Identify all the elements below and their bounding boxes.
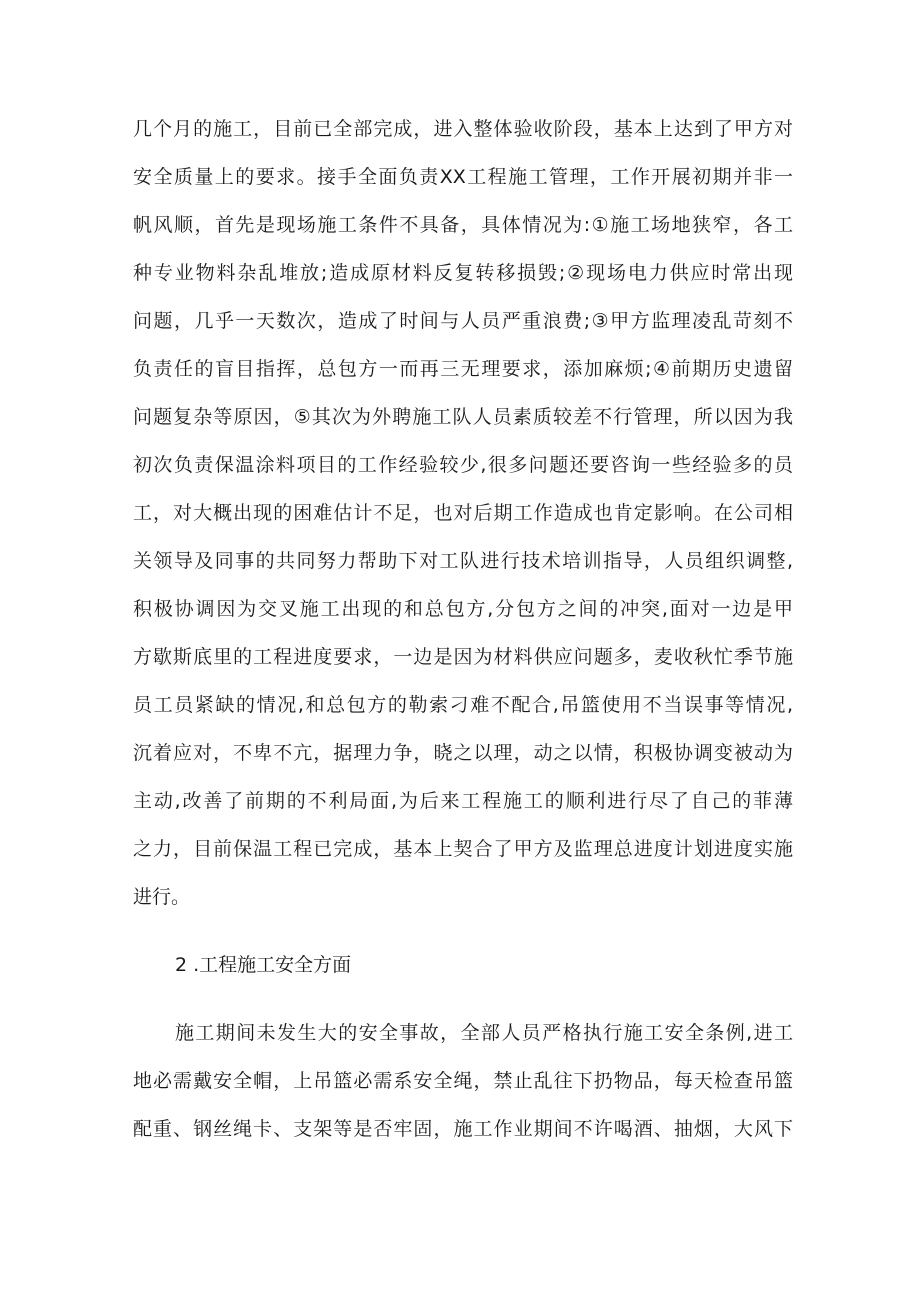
paragraph2-line-2: 地必需戴安全帽，上吊篮必需系安全绳，禁止乱往下扔物品，每天检查吊篮 [133, 1070, 793, 1092]
paragraph1-line-16: 之力，目前保温工程已完成，基本上契合了甲方及监理总进度计划进度实施 [133, 838, 793, 860]
paragraph1-line-5: 问题，几乎一天数次，造成了时间与人员严重浪费;③甲方监理凌乱苛刻不 [133, 310, 793, 332]
paragraph1-line-3: 帆风顺，首先是现场施工条件不具备，具体情况为:①施工场地狭窄，各工 [133, 214, 793, 236]
paragraph1-line-6: 负责任的盲目指挥，总包方一而再三无理要求，添加麻烦;④前期历史遗留 [133, 358, 793, 380]
paragraph1-line-9: 工，对大概出现的困难估计不足，也对后期工作造成也肯定影响。在公司相 [133, 502, 793, 524]
paragraph1-line-7: 问题复杂等原因，⑤其次为外聘施工队人员素质较差不行管理，所以因为我 [133, 406, 793, 428]
paragraph1-line-13: 员工员紧缺的情况,和总包方的勒索刁难不配合,吊篮使用不当误事等情况, [133, 694, 793, 716]
paragraph1-line-2: 安全质量上的要求。接手全面负责XX工程施工管理，工作开展初期并非一 [133, 166, 793, 188]
paragraph1-line-8: 初次负责保温涂料项目的工作经验较少,很多问题还要咨询一些经验多的员 [133, 454, 793, 476]
paragraph2-line-1: 施工期间未发生大的安全事故，全部人员严格执行施工安全条例,进工 [175, 1022, 793, 1044]
paragraph1-line-10: 关领导及同事的共同努力帮助下对工队进行技术培训指导，人员组织调整, [133, 550, 793, 572]
section-heading: 2 .工程施工安全方面 [175, 954, 352, 976]
paragraph1-line-15: 主动,改善了前期的不利局面,为后来工程施工的顺利进行尽了自己的菲薄 [133, 790, 793, 812]
paragraph1-line-1: 几个月的施工，目前已全部完成，进入整体验收阶段，基本上达到了甲方对 [133, 118, 793, 140]
paragraph1-line-17: 进行。 [133, 886, 191, 908]
paragraph1-line-11: 积极协调因为交叉施工出现的和总包方,分包方之间的冲突,面对一边是甲 [133, 598, 793, 620]
paragraph1-line-12: 方歇斯底里的工程进度要求，一边是因为材料供应问题多，麦收秋忙季节施 [133, 646, 793, 668]
paragraph2-line-3: 配重、钢丝绳卡、支架等是否牢固，施工作业期间不许喝酒、抽烟，大风下 [133, 1118, 793, 1140]
paragraph1-line-4: 种专业物料杂乱堆放;造成原材料反复转移损毁;②现场电力供应时常出现 [133, 262, 793, 284]
paragraph1-line-14: 沉着应对，不卑不亢，据理力争，晓之以理，动之以情，积极协调变被动为 [133, 742, 793, 764]
